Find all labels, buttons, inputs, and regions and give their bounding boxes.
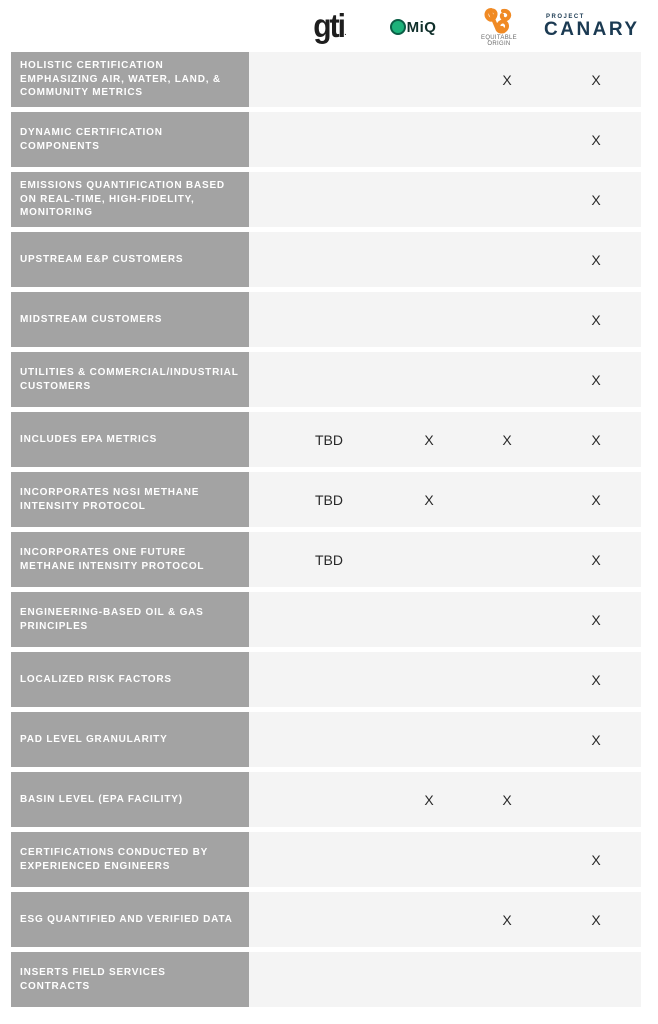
project-canary-cell: X: [591, 611, 601, 628]
miq-cell: [399, 532, 459, 587]
project-canary-cell: X: [591, 251, 601, 268]
gti-cell: [299, 652, 359, 707]
equitable-origin-line2: ORIGIN: [487, 41, 511, 47]
project-canary-cell: X: [591, 851, 601, 868]
miq-circle-icon: [390, 19, 406, 35]
gti-cell: TBD: [315, 491, 343, 508]
feature-label: ENGINEERING-BASED OIL & GAS PRINCIPLES: [11, 592, 249, 647]
equitable-origin-cell: [477, 232, 537, 287]
project-canary-cell: X: [591, 191, 601, 208]
project-canary-small-text: PROJECT: [546, 14, 585, 20]
gti-cell: [299, 292, 359, 347]
table-row: [0, 52, 658, 107]
table-row: [0, 652, 658, 707]
equitable-origin-cell: X: [502, 791, 512, 808]
feature-cells: [249, 412, 641, 467]
miq-logo: [384, 6, 442, 48]
miq-logo-text: MiQ: [406, 18, 437, 36]
logo-header: [0, 0, 658, 52]
gti-cell: TBD: [315, 551, 343, 568]
table-row: [0, 352, 658, 407]
feature-label: HOLISTIC CERTIFICATION EMPHASIZING AIR, WATER, LAND, & COMMUNITY METRICS: [11, 52, 249, 107]
miq-cell: [399, 352, 459, 407]
equitable-origin-mark-icon: [484, 7, 514, 35]
feature-cells: [249, 472, 641, 527]
feature-label: INCLUDES EPA METRICS: [11, 412, 249, 467]
feature-label: CERTIFICATIONS CONDUCTED BY EXPERIENCED ENGINEERS: [11, 832, 249, 887]
miq-cell: X: [424, 491, 434, 508]
feature-label: BASIN LEVEL (EPA FACILITY): [11, 772, 249, 827]
project-canary-cell: X: [591, 431, 601, 448]
miq-cell: [399, 292, 459, 347]
equitable-origin-cell: [477, 112, 537, 167]
project-canary-cell: X: [591, 311, 601, 328]
table-row: [0, 712, 658, 767]
feature-label: UTILITIES & COMMERCIAL/INDUSTRIAL CUSTOMERS: [11, 352, 249, 407]
equitable-origin-cell: X: [502, 431, 512, 448]
table-row: [0, 232, 658, 287]
feature-label: MIDSTREAM CUSTOMERS: [11, 292, 249, 347]
feature-cells: [249, 352, 641, 407]
equitable-origin-cell: [477, 172, 537, 227]
gti-cell: [299, 52, 359, 107]
feature-cells: [249, 592, 641, 647]
project-canary-cell: [566, 772, 626, 827]
table-row: [0, 832, 658, 887]
miq-cell: [399, 712, 459, 767]
project-canary-cell: X: [591, 131, 601, 148]
feature-cells: [249, 172, 641, 227]
equitable-origin-cell: [477, 952, 537, 1007]
equitable-origin-cell: [477, 832, 537, 887]
project-canary-logo: [544, 6, 642, 48]
gti-cell: [299, 352, 359, 407]
project-canary-cell: X: [591, 731, 601, 748]
feature-cells: [249, 292, 641, 347]
miq-cell: [399, 652, 459, 707]
gti-logo-text: gti: [313, 8, 344, 45]
table-row: [0, 772, 658, 827]
table-row: [0, 172, 658, 227]
feature-cells: [249, 952, 641, 1007]
table-row: [0, 592, 658, 647]
feature-label: INSERTS FIELD SERVICES CONTRACTS: [11, 952, 249, 1007]
feature-cells: [249, 772, 641, 827]
feature-label: UPSTREAM E&P CUSTOMERS: [11, 232, 249, 287]
table-row: [0, 412, 658, 467]
equitable-origin-line1: EQUITABLE: [481, 35, 517, 41]
equitable-origin-logo: [470, 6, 528, 48]
table-row: [0, 892, 658, 947]
equitable-origin-cell: X: [502, 911, 512, 928]
project-canary-cell: X: [591, 911, 601, 928]
equitable-origin-cell: [477, 652, 537, 707]
gti-cell: [299, 712, 359, 767]
equitable-origin-cell: [477, 292, 537, 347]
gti-cell: [299, 952, 359, 1007]
miq-cell: [399, 832, 459, 887]
project-canary-cell: X: [591, 551, 601, 568]
miq-cell: [399, 52, 459, 107]
miq-cell: X: [424, 431, 434, 448]
feature-cells: [249, 232, 641, 287]
table-row: [0, 112, 658, 167]
table-row: [0, 472, 658, 527]
equitable-origin-cell: [477, 712, 537, 767]
equitable-origin-cell: X: [502, 71, 512, 88]
feature-cells: [249, 652, 641, 707]
project-canary-cell: X: [591, 71, 601, 88]
project-canary-cell: X: [591, 491, 601, 508]
project-canary-big-text: CANARY: [544, 19, 640, 40]
miq-cell: [399, 112, 459, 167]
feature-label: INCORPORATES NGSI METHANE INTENSITY PROTOCOL: [11, 472, 249, 527]
feature-cells: [249, 532, 641, 587]
table-row: [0, 532, 658, 587]
project-canary-cell: X: [591, 671, 601, 688]
project-canary-cell: X: [591, 371, 601, 388]
gti-cell: [299, 892, 359, 947]
equitable-origin-cell: [477, 592, 537, 647]
feature-cells: [249, 832, 641, 887]
feature-cells: [249, 52, 641, 107]
feature-label: EMISSIONS QUANTIFICATION BASED ON REAL-TIME, HIGH-FIDELITY, MONITORING: [11, 172, 249, 227]
gti-cell: [299, 592, 359, 647]
project-canary-cell: [566, 952, 626, 1007]
feature-cells: [249, 712, 641, 767]
feature-cells: [249, 892, 641, 947]
feature-label: DYNAMIC CERTIFICATION COMPONENTS: [11, 112, 249, 167]
equitable-origin-cell: [477, 532, 537, 587]
gti-cell: TBD: [315, 431, 343, 448]
feature-label: PAD LEVEL GRANULARITY: [11, 712, 249, 767]
feature-label: ESG QUANTIFIED AND VERIFIED DATA: [11, 892, 249, 947]
miq-cell: [399, 232, 459, 287]
equitable-origin-cell: [477, 472, 537, 527]
feature-cells: [249, 112, 641, 167]
gti-cell: [299, 832, 359, 887]
table-row: [0, 292, 658, 347]
miq-cell: X: [424, 791, 434, 808]
equitable-origin-cell: [477, 352, 537, 407]
miq-cell: [399, 952, 459, 1007]
gti-cell: [299, 772, 359, 827]
feature-label: LOCALIZED RISK FACTORS: [11, 652, 249, 707]
miq-cell: [399, 592, 459, 647]
gti-logo-dot: .: [343, 27, 347, 38]
miq-cell: [399, 892, 459, 947]
gti-logo: [300, 6, 360, 48]
miq-cell: [399, 172, 459, 227]
gti-cell: [299, 172, 359, 227]
feature-label: INCORPORATES ONE FUTURE METHANE INTENSITY PROTOCOL: [11, 532, 249, 587]
gti-cell: [299, 112, 359, 167]
table-row: [0, 952, 658, 1007]
gti-cell: [299, 232, 359, 287]
